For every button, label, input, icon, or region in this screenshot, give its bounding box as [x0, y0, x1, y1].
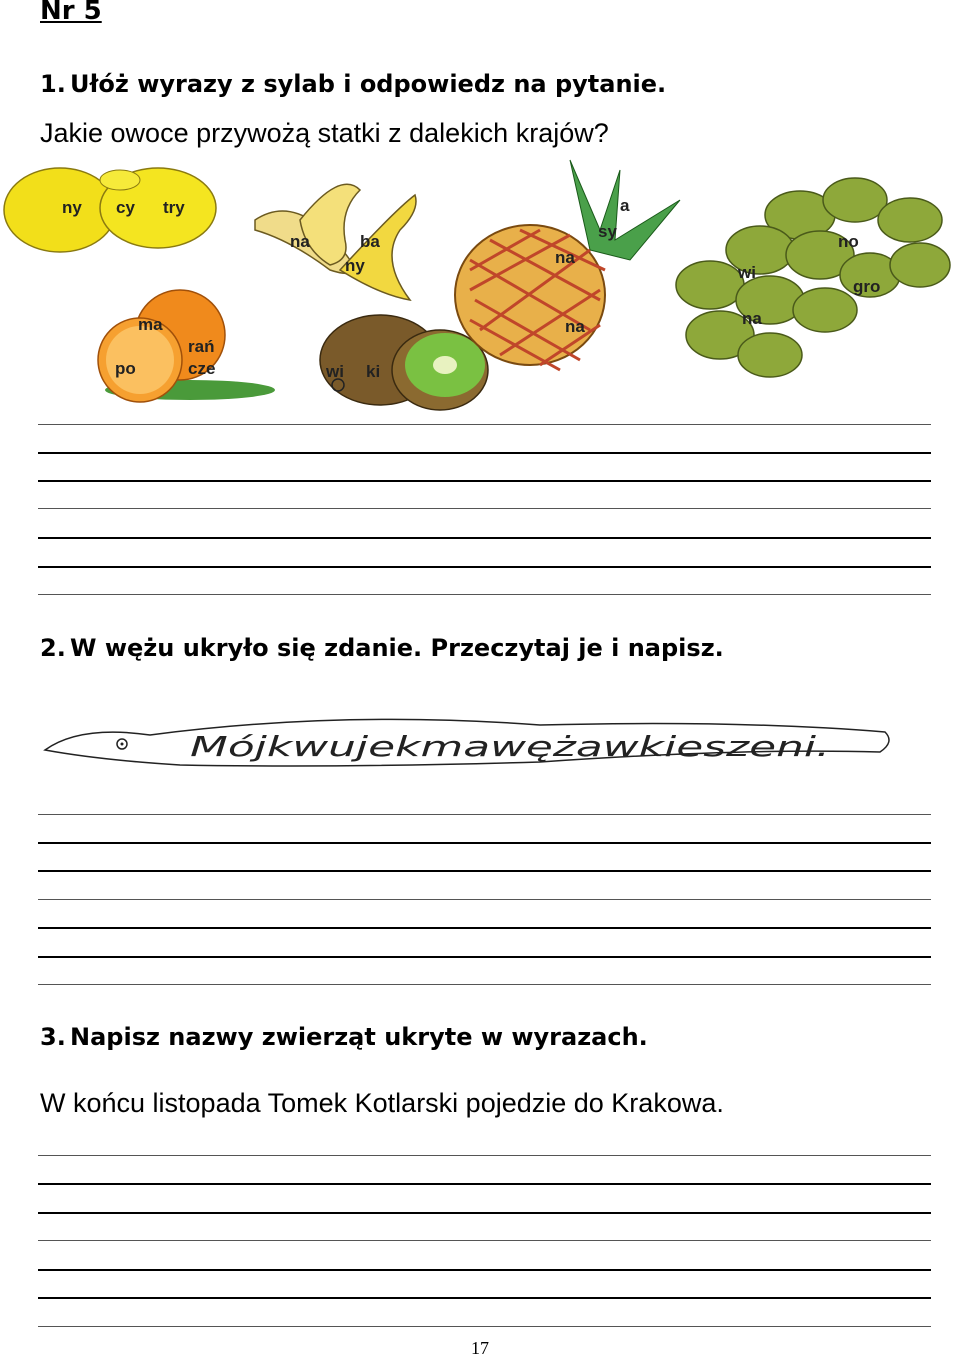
task-2-text: W wężu ukryło się zdanie. Przeczytaj je i napisz.: [70, 634, 724, 662]
page-number-footer: 17: [471, 1338, 489, 1358]
task-3-number: 3.: [40, 1023, 66, 1051]
writing-line[interactable]: [38, 537, 931, 539]
syllable: ba: [360, 232, 380, 251]
syllable: na: [555, 248, 575, 267]
syllable: na: [290, 232, 310, 251]
writing-line[interactable]: [38, 1269, 931, 1271]
task-3-text: Napisz nazwy zwierząt ukryte w wyrazach.: [70, 1023, 648, 1051]
syllable: gro: [853, 277, 881, 296]
task-1-text: Ułóż wyrazy z sylab i odpowiedz na pytanie.: [70, 70, 667, 98]
writing-line[interactable]: [38, 927, 931, 929]
writing-line[interactable]: [38, 814, 931, 815]
syllable: na: [742, 309, 762, 328]
syllable: wi: [326, 362, 344, 381]
snake-image: [40, 690, 920, 785]
fruit-illustration: [0, 150, 960, 415]
snake-hidden-sentence: Mójkwujekmawężawkieszeni.: [190, 730, 830, 763]
task-2-number: 2.: [40, 634, 66, 662]
syllable: ny: [345, 256, 365, 275]
writing-line[interactable]: [38, 566, 931, 568]
task-3-sentence: W końcu listopada Tomek Kotlarski pojedzie do Krakowa.: [40, 1088, 724, 1118]
banana-image: [255, 184, 416, 300]
syllable: na: [565, 317, 585, 336]
grapes-image: [676, 178, 950, 377]
writing-line[interactable]: [38, 1155, 931, 1156]
syllable: ny: [62, 198, 82, 217]
writing-line[interactable]: [38, 594, 931, 595]
syllable: wi: [738, 263, 756, 282]
writing-line[interactable]: [38, 984, 931, 985]
task-1-question: Jakie owoce przywożą statki z dalekich krajów?: [40, 118, 609, 148]
syllable: a: [620, 196, 630, 215]
writing-line[interactable]: [38, 870, 931, 872]
page-number-header: Nr 5: [40, 0, 102, 26]
writing-line[interactable]: [38, 452, 931, 454]
syllable: rań: [188, 337, 215, 356]
writing-line[interactable]: [38, 1297, 931, 1299]
task-1-title: [40, 70, 666, 98]
syllable: no: [838, 232, 859, 251]
syllable: po: [115, 359, 136, 378]
writing-line[interactable]: [38, 424, 931, 425]
writing-line[interactable]: [38, 1240, 931, 1241]
orange-image: [98, 290, 275, 402]
writing-line[interactable]: [38, 1183, 931, 1185]
writing-line[interactable]: [38, 956, 931, 958]
task-2-title: [40, 634, 724, 662]
writing-line[interactable]: [38, 508, 931, 509]
syllable: try: [163, 198, 185, 217]
syllable: ki: [366, 362, 381, 381]
task-1-number: 1.: [40, 70, 66, 98]
syllable: sy: [598, 222, 617, 241]
kiwi-image: [320, 315, 488, 410]
writing-line[interactable]: [38, 1326, 931, 1327]
syllable: cze: [188, 359, 216, 378]
task-3-title: [40, 1023, 648, 1051]
syllable: cy: [116, 198, 135, 217]
syllable: ma: [138, 315, 163, 334]
writing-line[interactable]: [38, 1212, 931, 1214]
writing-line[interactable]: [38, 899, 931, 900]
writing-line[interactable]: [38, 480, 931, 482]
writing-line[interactable]: [38, 842, 931, 844]
